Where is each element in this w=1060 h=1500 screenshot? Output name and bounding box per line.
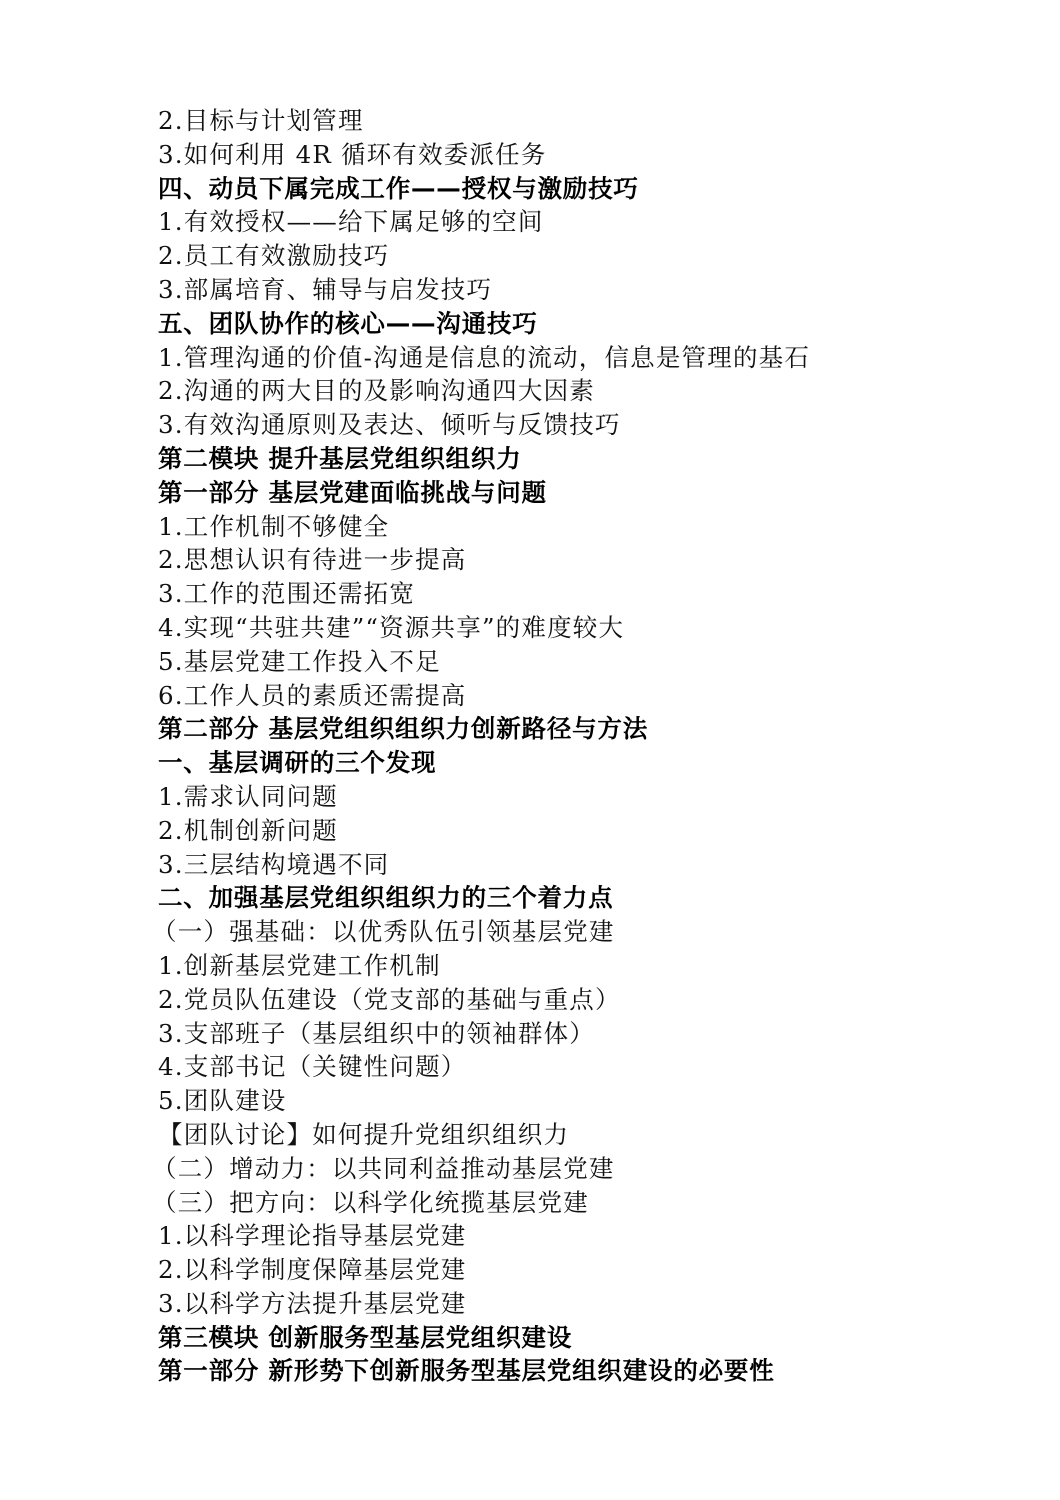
list-item: 3.部属培育、辅导与启发技巧 — [158, 274, 493, 304]
section-heading: 第一部分 基层党建面临挑战与问题 — [158, 477, 547, 507]
section-heading: 五、团队协作的核心——沟通技巧 — [158, 308, 538, 338]
list-item: 1.工作机制不够健全 — [158, 511, 390, 541]
list-item: 1.需求认同问题 — [158, 781, 338, 811]
list-item: 3.三层结构境遇不同 — [158, 849, 390, 879]
list-item: 1.以科学理论指导基层党建 — [158, 1221, 467, 1251]
document-body — [152, 104, 1018, 1388]
section-heading: 第二模块 提升基层党组织组织力 — [158, 443, 522, 473]
list-item: 5.基层党建工作投入不足 — [158, 646, 441, 676]
list-item: 2.机制创新问题 — [158, 815, 338, 845]
list-item: 2.以科学制度保障基层党建 — [158, 1255, 467, 1285]
list-item: 2.思想认识有待进一步提高 — [158, 545, 467, 575]
section-heading: 二、加强基层党组织组织力的三个着力点 — [158, 883, 614, 913]
list-item: 5.团队建设 — [158, 1086, 287, 1116]
section-heading: 四、动员下属完成工作——授权与激励技巧 — [158, 173, 639, 203]
list-item: 2.沟通的两大目的及影响沟通四大因素 — [158, 376, 595, 406]
list-item: 4.支部书记（关键性问题） — [158, 1052, 467, 1082]
section-heading: 第三模块 创新服务型基层党组织建设 — [158, 1322, 573, 1352]
list-item: 2.员工有效激励技巧 — [158, 241, 390, 271]
list-item: 【团队讨论】如何提升党组织组织力 — [158, 1119, 570, 1149]
section-heading: 第一部分 新形势下创新服务型基层党组织建设的必要性 — [158, 1356, 775, 1386]
list-item: 6.工作人员的素质还需提高 — [158, 680, 467, 710]
list-item: 2.目标与计划管理 — [158, 106, 364, 135]
section-heading: 一、基层调研的三个发现 — [158, 748, 437, 778]
subsection-heading: （二）增动力：以共同利益推动基层党建 — [152, 1153, 615, 1183]
list-item: 3.有效沟通原则及表达、倾听与反馈技巧 — [158, 410, 621, 440]
list-item: 1.管理沟通的价值-沟通是信息的流动，信息是管理的基石 — [158, 342, 811, 372]
list-item: 3.如何利用 4R 循环有效委派任务 — [158, 139, 547, 169]
subsection-heading: （三）把方向：以科学化统揽基层党建 — [152, 1187, 589, 1217]
list-item: 4.实现“共驻共建”“资源共享”的难度较大 — [158, 612, 625, 642]
list-item: 2.党员队伍建设（党支部的基础与重点） — [158, 984, 621, 1014]
list-item: 1.创新基层党建工作机制 — [158, 950, 441, 980]
list-item: 3.以科学方法提升基层党建 — [158, 1288, 467, 1318]
subsection-heading: （一）强基础：以优秀队伍引领基层党建 — [152, 917, 615, 947]
list-item: 3.工作的范围还需拓宽 — [158, 579, 416, 609]
section-heading: 第二部分 基层党组织组织力创新路径与方法 — [158, 714, 649, 744]
list-item: 3.支部班子（基层组织中的领袖群体） — [158, 1018, 595, 1048]
list-item: 1.有效授权——给下属足够的空间 — [158, 207, 544, 237]
